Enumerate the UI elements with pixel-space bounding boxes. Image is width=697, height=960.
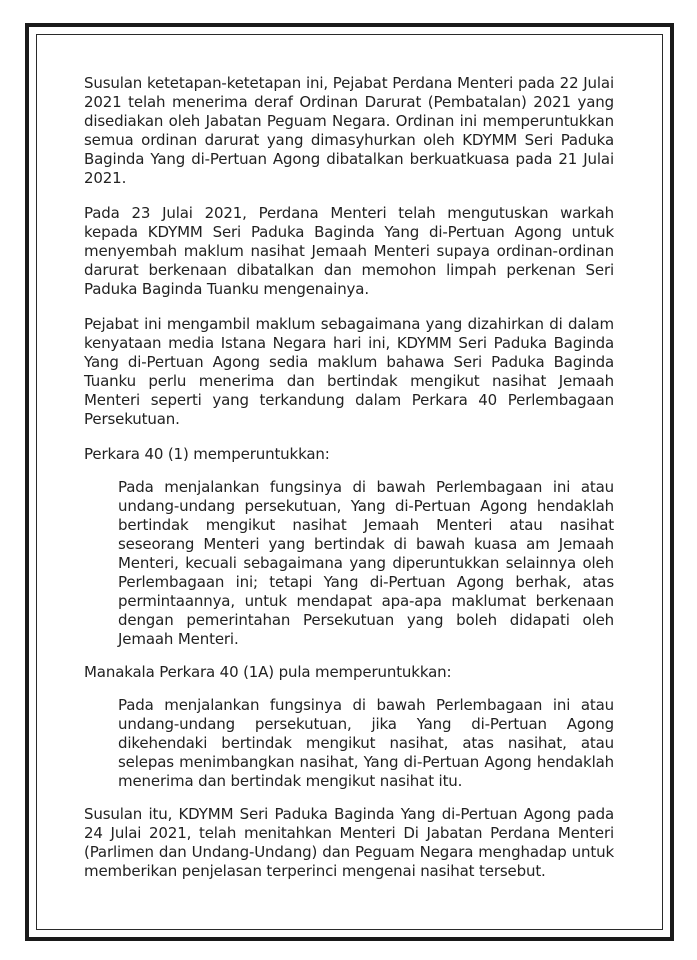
document-body (84, 74, 614, 897)
paragraph-letter-to-agong: Pada 23 Julai 2021, Perdana Menteri telah mengutuskan warkah kepada KDYMM Seri Paduka Baginda Yang di-Pertuan Agong untuk menyembah maklum nasihat Jemaah Menteri supaya ordinan-ordinan darurat berkenaan dibatalkan dan memohon limpah perkenan Seri Paduka Baginda Tuanku mengenainya. (84, 204, 614, 298)
paragraph-article-40-1a-intro: Manakala Perkara 40 (1A) pula memperuntukkan: (84, 663, 452, 681)
quote-article-40-1a: Pada menjalankan fungsinya di bawah Perlembagaan ini atau undang-undang persekutuan, jika Yang di-Pertuan Agong dikehendaki bertindak mengikut nasihat, atas nasihat, atau selepas menimbangkan nasihat, Yang di-Pertuan Agong hendaklah menerima dan bertindak mengikut nasihat itu. (118, 696, 614, 790)
quote-article-40-1: Pada menjalankan fungsinya di bawah Perlembagaan ini atau undang-undang persekutuan, Yang di-Pertuan Agong hendaklah bertindak mengikut nasihat Jemaah Menteri atau nasihat seseorang Menteri yang bertindak di bawah kuasa am Jemaah Menteri, kecuali sebagaimana yang diperuntukkan selainnya oleh Perlembagaan ini; tetapi Yang di-Pertuan Agong berhak, atas permintaannya, untuk mendapat apa-apa maklumat berkenaan dengan pemerintahan Persekutuan yang boleh didapati oleh Jemaah Menteri. (118, 478, 614, 648)
paragraph-briefing-order: Susulan itu, KDYMM Seri Paduka Baginda Yang di-Pertuan Agong pada 24 Julai 2021, telah menitahkan Menteri Di Jabatan Perdana Menteri (Parlimen dan Undang-Undang) dan Peguam Negara menghadap untuk memberikan penjelasan terperinci mengenai nasihat tersebut. (84, 805, 614, 880)
paragraph-ordinance-draft: Susulan ketetapan-ketetapan ini, Pejabat Perdana Menteri pada 22 Julai 2021 telah menerima deraf Ordinan Darurat (Pembatalan) 2021 yang disediakan oleh Jabatan Peguam Negara. Ordinan ini memperuntukkan semua ordinan darurat yang dimasyhurkan oleh KDYMM Seri Paduka Baginda Yang di-Pertuan Agong dibatalkan berkuatkuasa pada 21 Julai 2021. (84, 74, 614, 187)
paragraph-article-40-1-intro: Perkara 40 (1) memperuntukkan: (84, 445, 330, 463)
paragraph-media-statement: Pejabat ini mengambil maklum sebagaimana yang dizahirkan di dalam kenyataan media Istana Negara hari ini, KDYMM Seri Paduka Baginda Yang di-Pertuan Agong sedia maklum bahawa Seri Paduka Baginda Tuanku perlu menerima dan bertindak mengikut nasihat Jemaah Menteri seperti yang terkandung dalam Perkara 40 Perlembagaan Persekutuan. (84, 315, 614, 428)
